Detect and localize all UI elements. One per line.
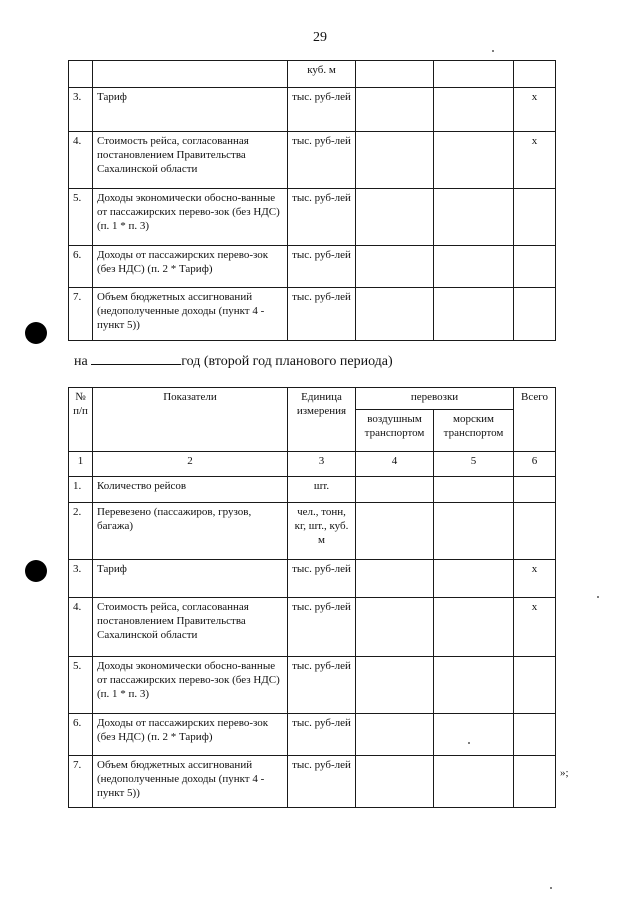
table-header-row [69,388,556,410]
unit-cell: тыс. руб-лей [288,756,356,808]
table-continuation [68,60,556,341]
unit-cell: тыс. руб-лей [288,714,356,756]
table-row [69,714,556,756]
table-row [69,88,556,132]
header-indicators: Показатели [93,388,288,452]
row-number: 5. [69,189,93,246]
heading-text: год (второй год планового периода) [181,354,393,369]
table-second-plan-year [68,387,556,808]
scan-speck [468,742,470,744]
total-cell [514,756,556,808]
indicator-name: Доходы экономически обосно-ванные от пассажирских перево-зок (без НДС) (п. 1 * п. 3) [93,189,288,246]
unit-cell: тыс. руб-лей [288,189,356,246]
indicator-name: Доходы экономически обосно-ванные от пассажирских перево-зок (без НДС) (п. 1 * п. 3) [93,657,288,714]
row-number: 2. [69,503,93,560]
row-number: 3. [69,88,93,132]
indicator-name: Количество рейсов [93,477,288,503]
binder-hole [25,322,47,344]
indicator-name: Доходы от пассажирских перево-зок (без НДС) (п. 2 * Тариф) [93,714,288,756]
binder-hole [25,560,47,582]
total-cell [514,477,556,503]
table-row [69,560,556,598]
total-cell [514,503,556,560]
table-row [69,756,556,808]
total-cell [514,657,556,714]
total-cell [514,246,556,288]
indicator-name: Доходы от пассажирских перево-зок (без НДС) (п. 2 * Тариф) [93,246,288,288]
total-cell: x [514,88,556,132]
header-sea: морским транспортом [434,410,514,452]
row-number: 7. [69,756,93,808]
table-row [69,657,556,714]
unit-cell: тыс. руб-лей [288,598,356,657]
indicator-name: Тариф [93,88,288,132]
indicator-name: Стоимость рейса, согласованная постановлением Правительства Сахалинской области [93,598,288,657]
row-number: 4. [69,132,93,189]
row-number: 7. [69,288,93,341]
table-row [69,189,556,246]
unit-cell: тыс. руб-лей [288,132,356,189]
table-row [69,288,556,341]
indicator-name: Перевезено (пассажиров, грузов, багажа) [93,503,288,560]
row-number: 3. [69,560,93,598]
total-cell [514,189,556,246]
total-cell: x [514,560,556,598]
scan-speck [492,50,494,52]
row-number: 5. [69,657,93,714]
scan-speck [597,596,599,598]
unit-cell: тыс. руб-лей [288,657,356,714]
header-total: Всего [514,388,556,452]
header-transport: перевозки [356,388,514,410]
page-number: 29 [313,30,327,45]
indicator-name: Стоимость рейса, согласованная постановлением Правительства Сахалинской области [93,132,288,189]
unit-cell: чел., тонн, кг, шт., куб. м [288,503,356,560]
header-air: воздушным транспортом [356,410,434,452]
year-blank [91,351,181,365]
row-number: 1. [69,477,93,503]
section-heading [74,351,393,370]
row-number: 6. [69,714,93,756]
header-unit: Единица измерения [288,388,356,452]
scan-speck [550,887,552,889]
total-cell [514,288,556,341]
indicator-name: Объем бюджетных ассигнований (недополученные доходы (пункт 4 - пункт 5)) [93,756,288,808]
row-number: 6. [69,246,93,288]
row-number: 4. [69,598,93,657]
unit-cell: шт. [288,477,356,503]
indicator-name: Объем бюджетных ассигнований (недополученные доходы (пункт 4 - пункт 5)) [93,288,288,341]
heading-prefix: на [74,354,88,369]
indicator-name: Тариф [93,560,288,598]
table-row [69,246,556,288]
table-row [69,477,556,503]
table-row [69,61,556,88]
header-num: № п/п [69,388,93,452]
unit-cell: тыс. руб-лей [288,560,356,598]
table-row [69,598,556,657]
unit-cell: тыс. руб-лей [288,246,356,288]
closing-quote: »; [560,767,569,779]
total-cell: x [514,132,556,189]
total-cell: x [514,598,556,657]
table-row [69,132,556,189]
unit-cell: тыс. руб-лей [288,288,356,341]
unit-cell: тыс. руб-лей [288,88,356,132]
column-number-row: 1 2 3 4 5 6 [69,452,556,477]
unit-cell: куб. м [288,61,356,88]
total-cell [514,714,556,756]
table-row [69,503,556,560]
